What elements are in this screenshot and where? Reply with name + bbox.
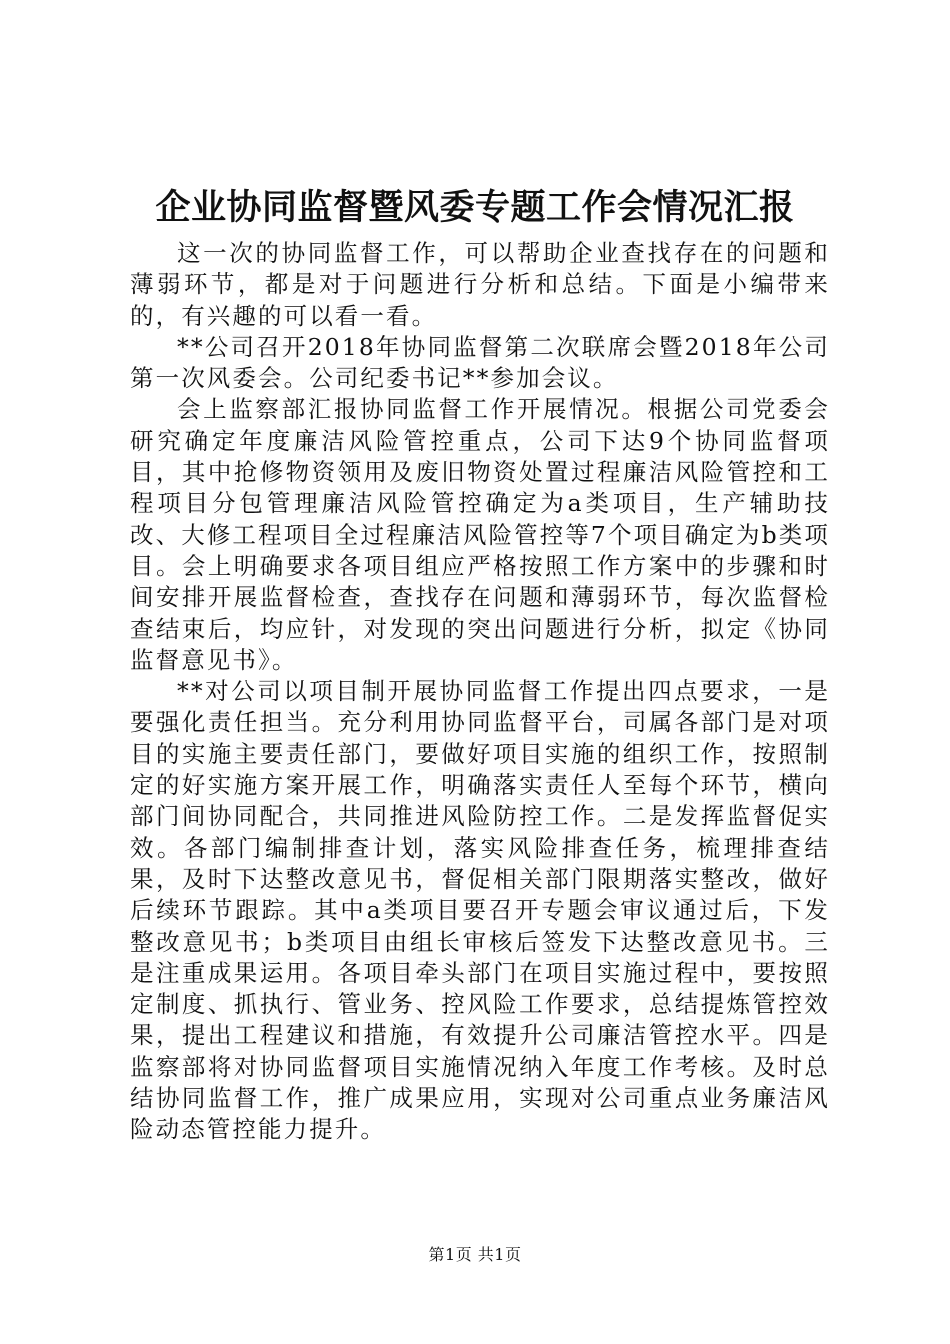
paragraph-meeting: **公司召开2018年协同监督第二次联席会暨2018年公司第一次风委会。公司纪委书记**参加会议。 [130, 332, 830, 393]
page-number-footer: 第1页 共1页 [428, 1245, 522, 1264]
paragraph-report: 会上监察部汇报协同监督工作开展情况。根据公司党委会研究确定年度廉洁风险管控重点，公司下达9个协同监督项目，其中抢修物资领用及废旧物资处置过程廉洁风险管控和工程项目分包管理廉洁风险管控确定为a类项目，生产辅助技改、大修工程项目全过程廉洁风险管控等7个项目确定为b类项目。会上明确要求各项目组应严格按照工作方案中的步骤和时间安排开展监督检查，查找存在问题和薄弱环节，每次监督检查结束后，均应针，对发现的突出问题进行分析，拟定《协同监督意见书》。 [130, 395, 830, 674]
document-body [130, 238, 830, 1146]
paragraph-requirements: **对公司以项目制开展协同监督工作提出四点要求，一是要强化责任担当。充分利用协同监督平台，司属各部门是对项目的实施主要责任部门，要做好项目实施的组织工作，按照制定的好实施方案开展工作，明确落实责任人至每个环节，横向部门间协同配合，共同推进风险防控工作。二是发挥监督促实效。各部门编制排查计划，落实风险排查任务，梳理排查结果，及时下达整改意见书，督促相关部门限期落实整改，做好后续环节跟踪。其中a类项目要召开专题会审议通过后，下发整改意见书；b类项目由组长审核后签发下达整改意见书。三是注重成果运用。各项目牵头部门在项目实施过程中，要按照定制度、抓执行、管业务、控风险工作要求，总结提炼管控效果，提出工程建议和措施，有效提升公司廉洁管控水平。四是监察部将对协同监督项目实施情况纳入年度工作考核。及时总结协同监督工作，推广成果应用，实现对公司重点业务廉洁风险动态管控能力提升。 [130, 677, 830, 1144]
document-title: 企业协同监督暨风委专题工作会情况汇报 [155, 187, 795, 228]
paragraph-intro: 这一次的协同监督工作，可以帮助企业查找存在的问题和薄弱环节，都是对于问题进行分析和总结。下面是小编带来的，有兴趣的可以看一看。 [130, 239, 830, 330]
